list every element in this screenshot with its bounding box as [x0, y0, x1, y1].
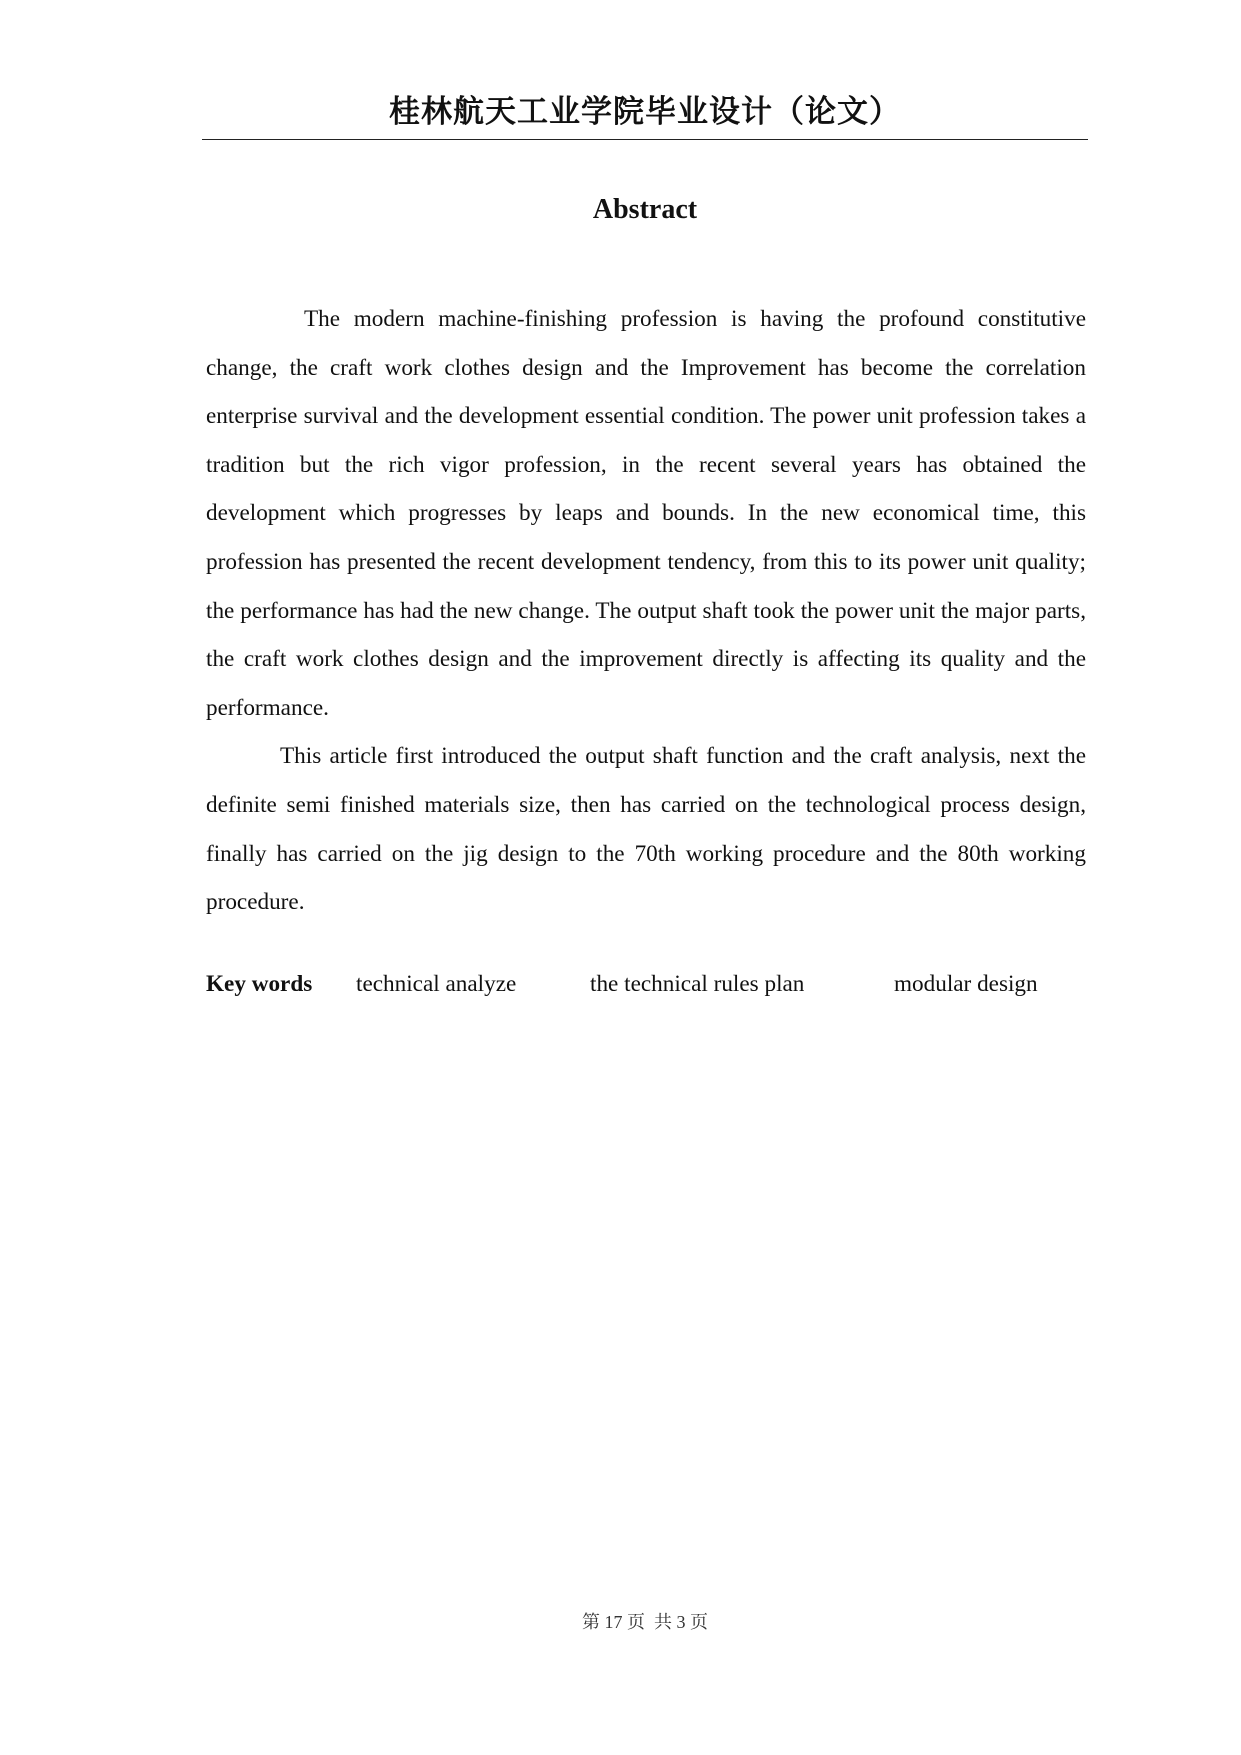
header-title: 桂林航天工业学院毕业设计（论文） [389, 94, 901, 130]
footer-middle: 页 共 [622, 1612, 677, 1632]
keywords-label: Key words [206, 971, 313, 997]
footer-page-total: 3 [676, 1612, 686, 1632]
abstract-paragraph-1: The modern machine-finishing profession is having the profound constitutive change, the craft work clothes design and the Improvement has become the correlation enterprise survival and the development essential condition. The power unit profession takes a tradition but the rich vigor profession, in the recent several years has obtained the development which progresses by leaps and bounds. In the new economical time, this profession has presented the recent development tendency, from this to its power unit quality; the performance has had the new change. The output shaft took the power unit the major parts, the craft work clothes design and the improvement directly is affecting its quality and the performance. [206, 306, 1086, 721]
keywords-row [206, 968, 1086, 1000]
footer-prefix: 第 [582, 1612, 605, 1632]
page-footer [0, 1610, 1241, 1634]
footer-suffix: 页 [685, 1612, 708, 1632]
keyword-item: modular design [894, 971, 1038, 997]
keyword-item: the technical rules plan [590, 971, 805, 997]
abstract-title: Abstract [592, 194, 698, 225]
keyword-item: technical analyze [356, 971, 517, 997]
footer-page-number: 17 [604, 1612, 623, 1632]
abstract-paragraph-2: This article first introduced the output shaft function and the craft analysis, next the definite semi finished materials size, then has carried on the technological process design, finally has carried on the jig design to the 70th working procedure and the 80th working procedure. [206, 743, 1086, 916]
abstract-body [206, 295, 1086, 927]
header-rule [202, 139, 1088, 140]
